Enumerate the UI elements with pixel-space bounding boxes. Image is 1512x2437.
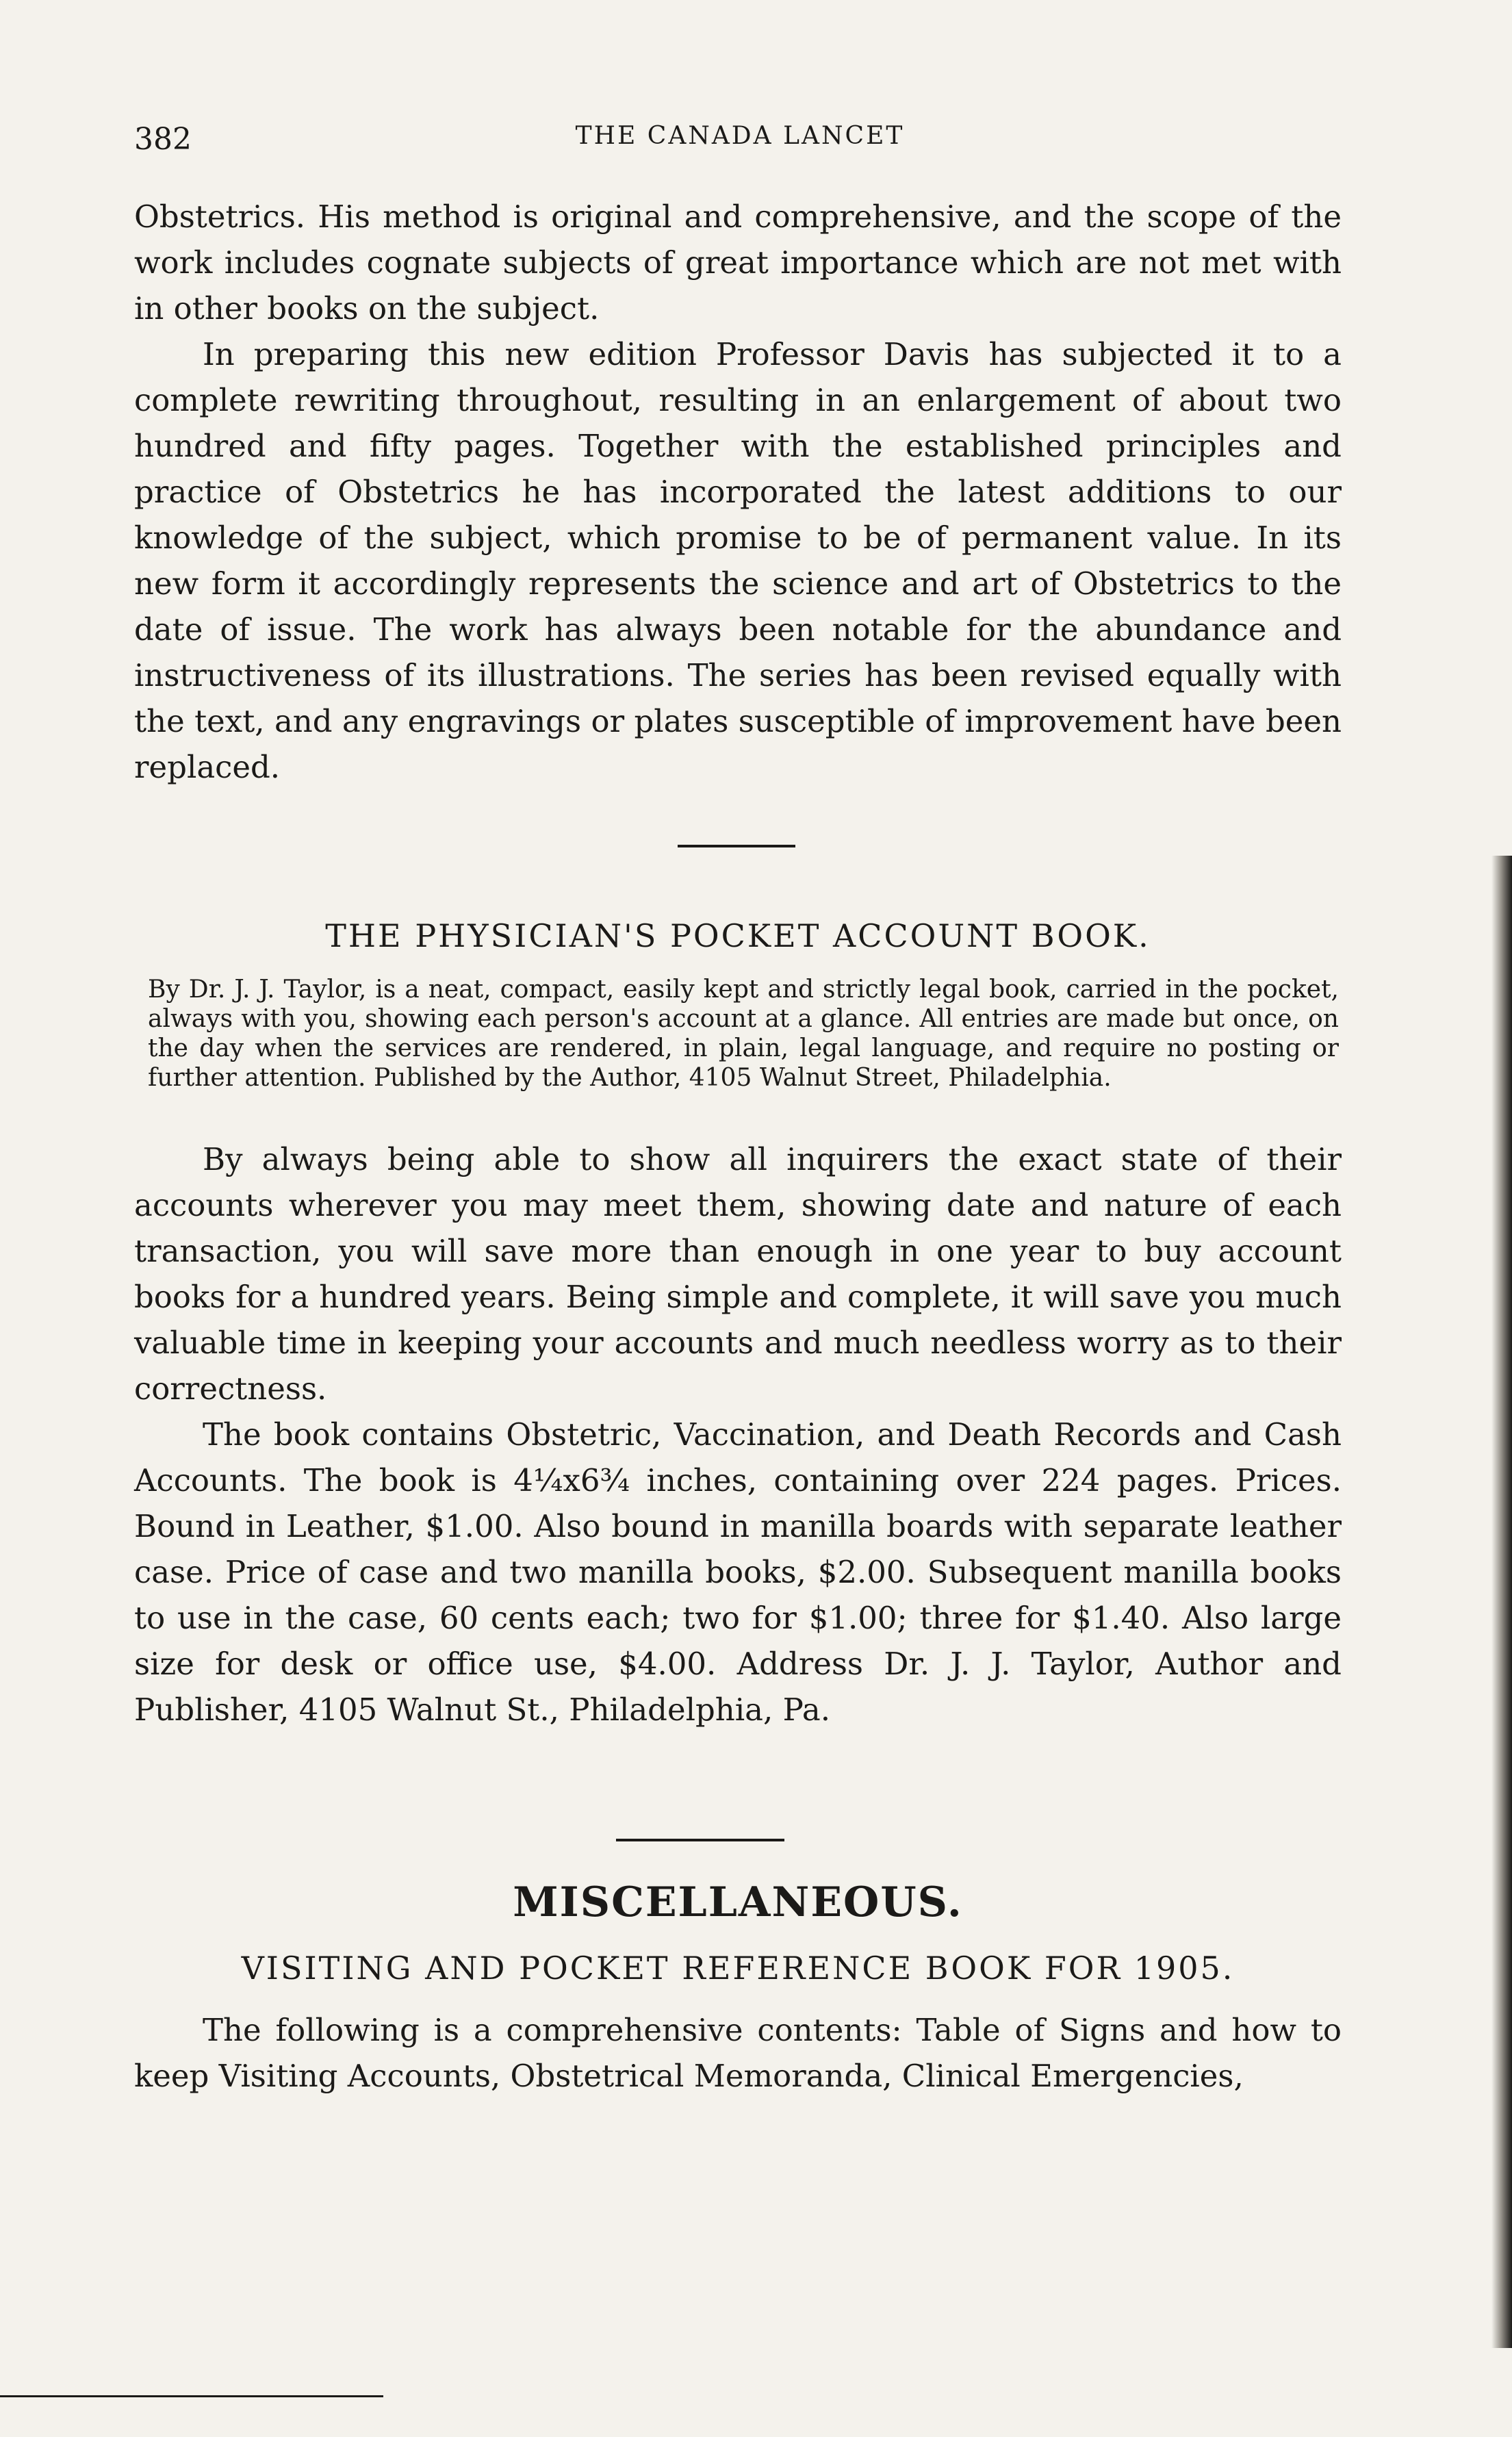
byline-text: By Dr. J. J. Taylor, is a neat, compact, easily kept and strictly legal book, carried in the pocket, always with you, showing each person's account at a glance. All entries are made but once, on the day when the services are rendered, in plain, legal language, and require no posting or further attention. Published by the Author, 4105 Walnut Street, Philadelphia.: [148, 975, 1339, 1092]
obstetrics-section: [134, 194, 1342, 790]
section-divider: [678, 845, 795, 847]
pocket-book-body: [134, 1136, 1342, 1733]
miscellaneous-body: [134, 2007, 1342, 2099]
running-head: [134, 122, 1346, 163]
miscellaneous-subtitle: VISITING AND POCKET REFERENCE BOOK FOR 1905.: [241, 1950, 1235, 1987]
section-divider: [616, 1839, 784, 1841]
paragraph: The following is a comprehensive contents: Table of Signs and how to keep Visiting Accounts, Obstetrical Memoranda, Clinical Emergencies,: [134, 2012, 1342, 2094]
paragraph: The book contains Obstetric, Vaccination, and Death Records and Cash Accounts. The book is 4¼x6¾ inches, containing over 224 pages. Prices. Bound in Leather, $1.00. Also bound in manilla boards with separate leather case. Price of case and two manilla books, $2.00. Subsequent manilla books to use in the case, 60 cents each; two for $1.00; three for $1.40. Also large size for desk or office use, $4.00. Address Dr. J. J. Taylor, Author and Publisher, 4105 Walnut St., Philadelphia, Pa.: [134, 1416, 1342, 1728]
section-title: THE PHYSICIAN'S POCKET ACCOUNT BOOK.: [325, 917, 1151, 954]
paragraph: By always being able to show all inquirers the exact state of their accounts wherever you may meet them, showing date and nature of each transaction, you will save more than enough in one year to buy account books for a hundred years. Being simple and complete, it will save you much valuable time in keeping your accounts and much needless worry as to their correctness.: [134, 1141, 1342, 1407]
journal-title: THE CANADA LANCET: [575, 122, 905, 150]
byline: [148, 975, 1339, 1093]
page-number: 382: [134, 122, 192, 157]
footer-rule: [0, 2395, 383, 2397]
paragraph: In preparing this new edition Professor Davis has subjected it to a complete rewriting throughout, resulting in an enlargement of about two hundred and fifty pages. Together with the established principles and practice of Obstetrics he has incorporated the latest additions to our knowledge of the subject, which promise to be of permanent value. In its new form it accordingly represents the science and art of Obstetrics to the date of issue. The work has always been notable for the abundance and instructiveness of its illustrations. The series has been revised equally with the text, and any engravings or plates susceptible of improvement have been replaced.: [134, 336, 1342, 785]
binding-edge-shadow: [1491, 856, 1512, 2348]
miscellaneous-title: MISCELLANEOUS.: [513, 1878, 963, 1926]
paragraph: Obstetrics. His method is original and comprehensive, and the scope of the work includes cognate subjects of great importance which are not met with in other books on the subject.: [134, 199, 1342, 327]
